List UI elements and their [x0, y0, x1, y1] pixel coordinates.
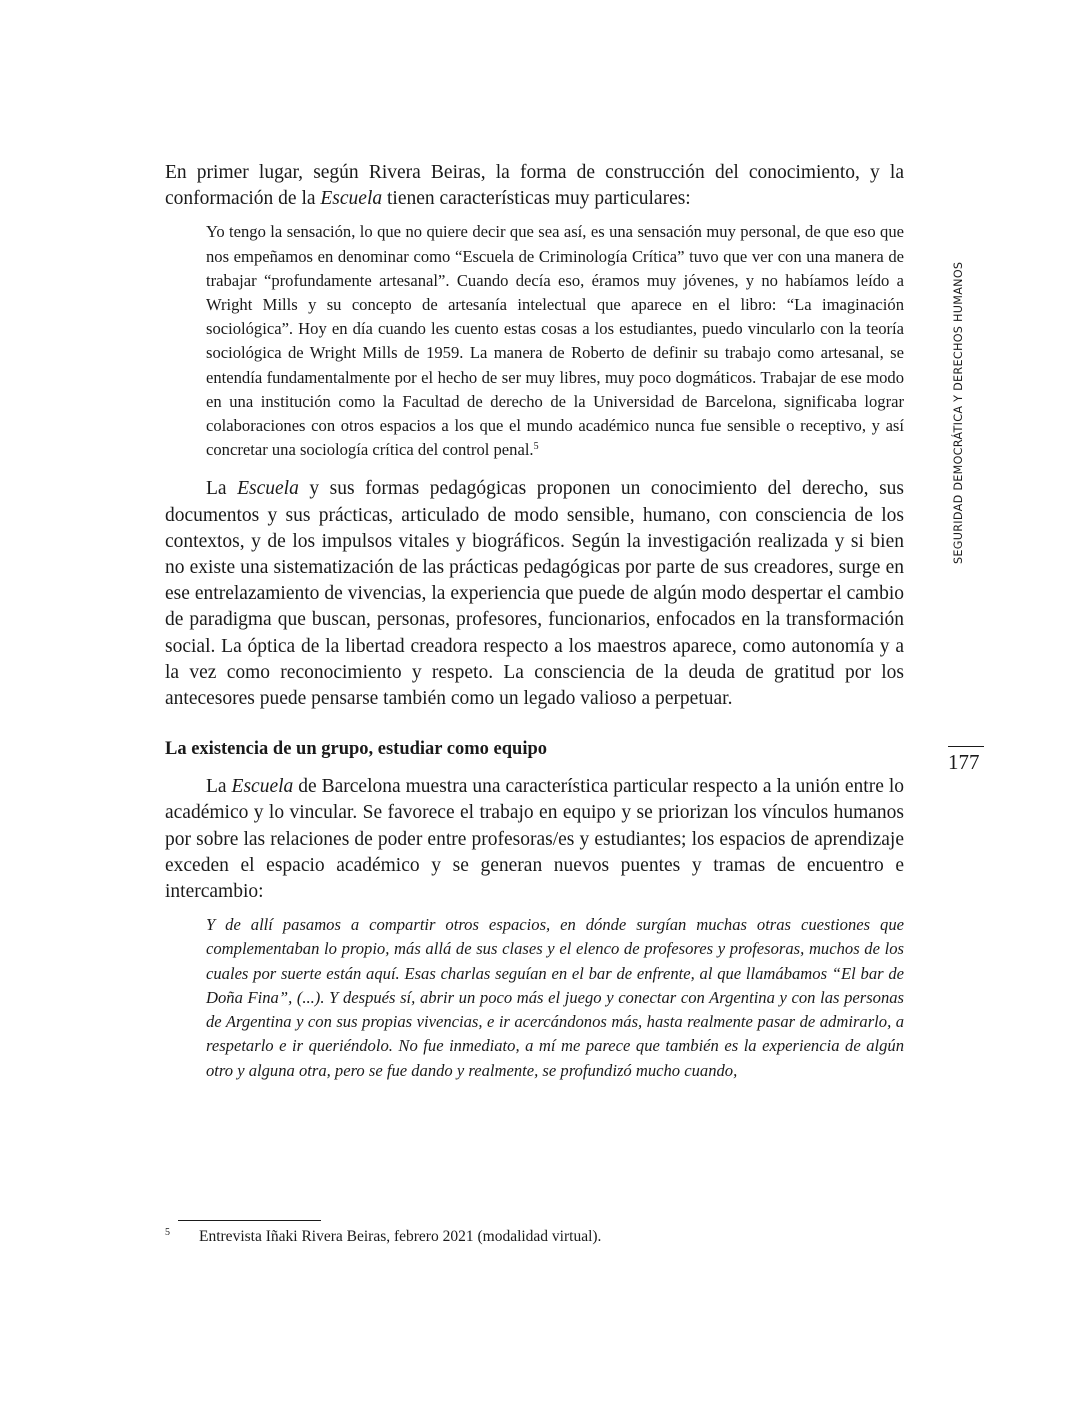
- footnote-separator: [178, 1220, 321, 1221]
- footnote-reference: 5: [533, 441, 539, 453]
- main-text-column: [165, 160, 904, 1083]
- section-heading: La existencia de un grupo, estudiar como equipo: [165, 739, 548, 760]
- intro-text-end: tienen características muy particulares:: [382, 188, 691, 210]
- paragraph-3-italic-term: Escuela: [231, 776, 294, 798]
- intro-text-start: En primer lugar, según Rivera Beiras, la forma de construcción del conocimiento, y la conformación de la: [165, 162, 904, 210]
- paragraph-2-italic-term: Escuela: [237, 478, 299, 500]
- paragraph-3: [165, 774, 904, 905]
- paragraph-3-text-start: La: [206, 776, 232, 798]
- block-quote-2: Y de allí pasamos a compartir otros espacios, en dónde surgían muchas otras cuestiones que complementaban lo propio, más allá de sus clases y el elenco de profesores y profesoras, muchos de los cuales por suerte están aquí. Esas charlas seguían en el bar de enfrente, al que llamábamos “El bar de Doña Fina”, (...). Y después sí, abrir un poco más el juego y conectar con Argentina y con las personas de Argentina y con sus propias vivencias, e ir acercándonos más, hasta realmente pasar de admirarlo, a respetarlo e ir queriéndolo. No fue inmediato, a mí me parece que también es la experiencia de algún otro y alguna otra, pero se fue dando y realmente, se profundizó mucho cuando,: [206, 915, 904, 1080]
- paragraph-3-text-end: de Barcelona muestra una característica particular respecto a la unión entre lo académico y lo vincular. Se favorece el trabajo en equipo y se priorizan los vínculos humanos por sobre las relaciones de poder entre profesoras/es y estudiantes; los espacios de aprendizaje exceden el espacio académico y se generan nuevos puentes y tramas de encuentro e intercambio:: [165, 776, 904, 903]
- running-header-text: SEGURIDAD DEMOCRÁTICA Y DERECHOS HUMANOS: [952, 261, 965, 564]
- page-number-rule: [948, 746, 984, 747]
- page-number: 177: [948, 750, 980, 774]
- paragraph-2-text-end: y sus formas pedagógicas proponen un conocimiento del derecho, sus documentos y sus prácticas, articulado de modo sensible, humano, con consciencia de los contextos, y de los impulsos vitales y biográficos. Según la investigación realizada y si bien no existe una sistematización de las prácticas pedagógicas por parte de sus creadores, surge en ese entrelazamiento de vivencias, la experiencia que puede de algún modo despertar el cambio de paradigma que buscan, personas, profesores, funcionarios, enfocados en la transformación social. La óptica de la libertad creadora respecto a los maestros aparece, como autonomía y a la vez como reconocimiento y respeto. La consciencia de la deuda de gratitud por los antecesores puede pensarse también como un legado valioso a perpetuar.: [165, 478, 904, 710]
- footnote: 5 Entrevista Iñaki Rivera Beiras, febrero 2021 (modalidad virtual).: [165, 1227, 602, 1245]
- footnote-text: Entrevista Iñaki Rivera Beiras, febrero 2021 (modalidad virtual).: [199, 1228, 602, 1245]
- block-quote-1: [206, 220, 904, 462]
- paragraph-2-text-start: La: [206, 478, 238, 500]
- intro-italic-term: Escuela: [320, 188, 383, 210]
- paragraph-2: [165, 476, 904, 712]
- running-side-header: [952, 244, 972, 564]
- intro-paragraph: [165, 160, 904, 212]
- block-quote-1-text: Yo tengo la sensación, lo que no quiere decir que sea así, es una sensación muy personal, de que eso que nos empeñamos en denominar como “Escuela de Criminología Crítica” tuvo que ver con una manera de trabajar “profundamente artesanal”. Cuando decía eso, éramos muy jóvenes, y no habíamos leído a Wright Mills y su concepto de artesanía intelectual que aparece en el libro: “La imaginación sociológica”. Hoy en día cuando les cuento estas cosas a los estudiantes, puedo vincularlo con la teoría sociológica de Wright Mills de 1959. La manera de Roberto de definir su trabajo como artesanal, se entendía fundamentalmente por el hecho de ser muy libres, muy poco dogmáticos. Trabajar de ese modo en una institución como la Facultad de derecho de la Universidad de Barcelona, significaba lograr colaboraciones con otros espacios a los que el mundo académico nunca fue sensible o receptivo, y así concretar una sociología crítica del control penal.: [206, 222, 904, 460]
